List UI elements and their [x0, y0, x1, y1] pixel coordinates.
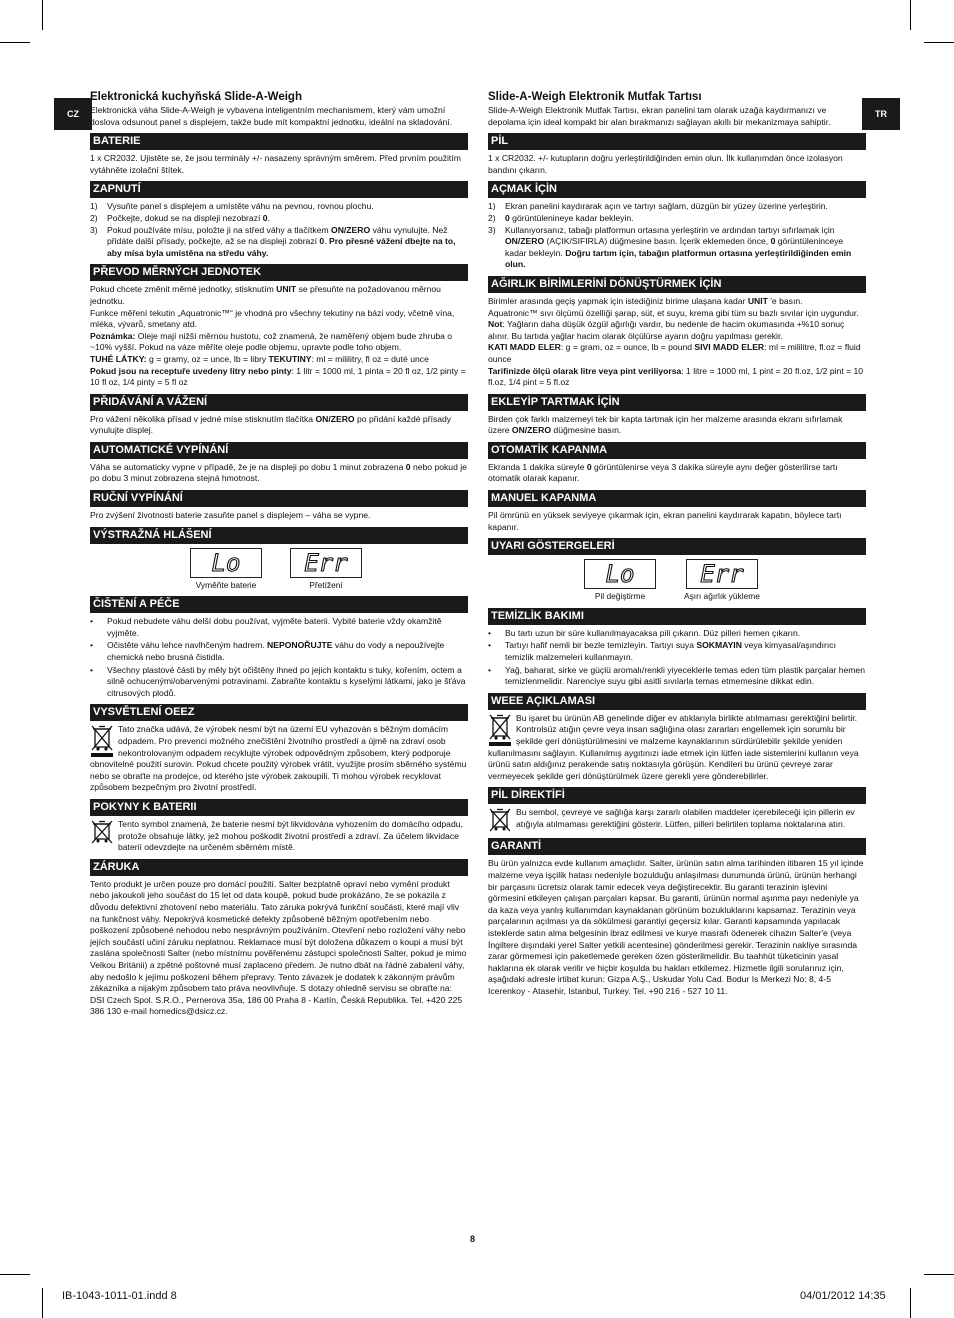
lcd-err [290, 548, 362, 592]
add-weigh-text: Birden çok farklı malzemeyi tek bir kapta tartmak için her malzeme arasında ekranı sıfırlamak üzere ON/ZERO düğmesine basın. [488, 413, 843, 436]
warranty-text: Bu ürün yalnızca evde kullanım amaçlıdır. Salter, ürünün satın alma tarihinden itibaren 15 yıl içinde malzeme veya işçilik hatası nedeniyle bozulduğu anlaşılması durumunda ürünü, ürünün herhangi bir parçasını ücretsiz olarak tamir edecek veya değiştirecektir. Bu garanti terazinin işlevini görmesini etkileyen çalışan parçaları kapsar. Bu garanti, ürünün normal aşınma payı nedeniyle ya da kaza veya yanlış kullanımdan kaynaklanan görünüm bozukluklarını kapsamaz. Terazinin veya parçalarının açılması ya da sökülmesi garantiyi geçersiz kılar. Garanti kapsamında yapılacak isteklerde satın alma belgesinin ibraz edilmesi ve kurye masrafı ödenerek cihazın Salter'e (veya İngiltere dışındaki yerel Salter yetkili acentesine) gönderilmesi gerekir. Terazinin nakliye sırasında zarar görmemesi için paketlemede gereken özen gösterilmelidir. Bu taahhüt tüketicinin yasal haklarına ek olarak verilir ve hiçbir koşulda bu hakları etkilemez. Hizmetle ilgili sorularınız için, aşağıdaki adresle irtibat kurun: Gizpa A.Ş., Uskudar Yolu Cad. Bodur Is Merkezi No: 8, 4-5 Icerenkoy - Atasehir, Istanbul, Turkey. Tel. +90 216 - 527 10 11. [488, 858, 864, 996]
list-item: • Yağ, baharat, sirke ve güçlü aromalı/renkli yiyeceklerle temas eden tüm plastik parçalar hemen temizlenmelidir. Narenciye suyu gibi asitli sıvılarla temas etmemesine dikkat edin. [488, 664, 865, 687]
units-text: Pokud jsou na receptuře uvedeny litry nebo pinty: 1 litr = 1000 ml, 1 pinta = 20 fl oz, 1/2 pinty = 10 fl oz, 1/4 pinty = 5 fl oz [90, 365, 466, 388]
lcd-caption: Aşırı ağırlık yükleme [684, 591, 760, 602]
column-tr [488, 90, 866, 998]
step-item: 3) Kullanıyorsanız, tabağı platformun ortasına yerleştirin ve ardından tartıyı sıfırlamak için ON/ZERO (AÇIK/SIFIRLA) düğmesine basın. İçerik eklemeden önce, 0 görüntüleninceye kadar bekleyin. Doğru tartım için, tabağın platformun ortasına yerleştirildiğinden emin olun. [488, 224, 852, 270]
units-text: Poznámka: Oleje mají nižší měrnou hustotu, což znamená, že naměřený objem bude zhruba o ~10% vyšší. Pokud na váze měříte oleje podle objemu, upravte podle toho objem. [90, 330, 453, 353]
section-heading: PŘIDÁVÁNÍ A VÁŽENÍ [90, 394, 468, 411]
weee-text: Tato značka udává, že výrobek nesmí být na území EU vyhazován s běžným domácím odpadem. Pro prevenci možného znečištění životního prostředí a újmě na zdraví osob nekontrolovaným odpadem recyklujte výrobek odpovědným způsobem, který podporuje obnovitelné použití surovin. Pokud chcete použitý výrobek vrátit, využijte prosím sběrného systému nebo se obraťte na prodejce, od kterého jste výrobek zakoupili. Ti mohou výrobek recyklovat způsobem bezpečným pro životní prostředí. [90, 724, 467, 793]
language-tab-tr: TR [862, 98, 900, 130]
section-heading: WEEE AÇIKLAMASI [488, 693, 866, 710]
footer-file: IB-1043-1011-01.indd 8 [62, 1290, 177, 1302]
switch-on-steps [90, 201, 468, 259]
crossed-bin-icon [90, 819, 114, 845]
battery-directive-text: Tento symbol znamená, že baterie nesmí být likvidována vyhozením do domácího odpadu, protože obsahuje látky, jež mohou poškodit životní prostředí a zdraví. Za účelem likvidace baterií odevzdejte na určeném sběrném místě. [90, 819, 468, 854]
section-heading: PİL [488, 133, 866, 150]
crop-mark [0, 1274, 30, 1275]
lcd-caption: Pil değiştirme [594, 591, 646, 602]
list-item: • Bu tartı uzun bir süre kullanılmayacaksa pili çıkarın. Düz pilleri hemen çıkarın. [488, 627, 801, 638]
section-heading: AUTOMATICKÉ VYPÍNÁNÍ [90, 442, 468, 459]
battery-text: 1 x CR2032. +/- kutupların doğru yerleştirildiğinden emin olun. İlk kullanımdan önce izolasyon bandını çıkarın. [488, 153, 843, 175]
section-heading: TEMİZLİK BAKIMI [488, 608, 866, 625]
crop-mark [924, 42, 954, 43]
section-heading: ČIŠTĚNÍ A PÉČE [90, 596, 468, 613]
step-item: 2) 0 görüntülenineye kadar bekleyin. [488, 212, 634, 223]
list-item: • Všechny plastové části by měly být očištěny ihned po jejich kontaktu s tuky, kořením, octem a silně ochucenými/obarvenými potravinami. Zabraňte kontaktu s kyselými látkami, jako je šťáva citrusových plodů. [90, 664, 466, 698]
lcd-err-glyph [296, 552, 356, 574]
svg-text:Err: Err [304, 551, 348, 574]
crossed-bin-icon [488, 713, 512, 747]
crop-mark [42, 1288, 43, 1318]
lcd-lo-icon [584, 559, 656, 589]
doc-title: Slide-A-Weigh Elektronik Mutfak Tartısı [488, 91, 702, 103]
lcd-err-icon [686, 559, 758, 589]
intro-text: Elektronická váha Slide-A-Weigh je vybavena inteligentním mechanismem, který vám umožní doslova odsunout panel s displejem, takže bude mít kompaktní jednotku, ideální na skladování. [90, 105, 453, 127]
lcd-caption: Vyměňte baterie [195, 579, 257, 590]
section-heading: BATERIE [90, 133, 468, 150]
crossed-bin-icon [488, 807, 512, 833]
section-heading: GARANTİ [488, 838, 866, 855]
crop-mark [0, 42, 30, 43]
section-heading: ZÁRUKA [90, 859, 468, 876]
battery-directive-text: Bu sembol, çevreye ve sağlığa karşı zararlı olabilen maddeler içerebileceği için pillerin ev atığıyla atılmaması gerektiğini gösterir. Lütfen, pilleri belirtilen toplama noktalarına atın. [488, 807, 866, 830]
lcd-lo-glyph [598, 563, 642, 585]
svg-text:Lo: Lo [605, 563, 635, 586]
lcd-err-icon [290, 548, 362, 578]
doc-title: Elektronická kuchyňská Slide-A-Weigh [90, 91, 302, 103]
section-heading: AÇMAK İÇİN [488, 181, 866, 198]
manual-off-text: Pil ömrünü en yüksek seviyeye çıkarmak için, ekran panelini kaydırarak kapatın, böylece tartı kapanır. [488, 510, 842, 532]
list-item: • Očistěte váhu lehce navlhčeným hadrem. NEPONOŘUJTE váhu do vody a nepoužívejte chemická nebo brusná čistidla. [90, 640, 445, 663]
warning-displays [90, 548, 468, 592]
section-heading: VÝSTRAŽNÁ HLÁŠENÍ [90, 527, 468, 544]
auto-off-text: Ekranda 1 dakika süreyle 0 görüntülenirse veya 3 dakika süreyle aynı değer gösterilirse tartı otomatik olarak kapanır. [488, 461, 838, 484]
care-list [90, 616, 468, 699]
section-heading: POKYNY K BATERII [90, 799, 468, 816]
section-heading: VYSVĚTLENÍ OEEZ [90, 704, 468, 721]
column-cz [90, 90, 468, 1018]
footer-date: 04/01/2012 14:35 [800, 1290, 886, 1302]
step-item: 2) Počkejte, dokud se na displeji nezobrazí 0. [90, 212, 270, 223]
battery-text: 1 x CR2032. Ujistěte se, že jsou terminály +/- nasazeny správným směrem. Před prvním použitím vytáhněte izolační štítek. [90, 153, 461, 175]
switch-on-steps [488, 201, 866, 271]
page-number: 8 [470, 1234, 476, 1244]
care-list [488, 628, 866, 688]
section-heading: ZAPNUTÍ [90, 181, 468, 198]
manual-off-text: Pro zvýšení životnosti baterie zasuňte panel s displejem – váha se vypne. [90, 510, 371, 521]
section-heading: PŘEVOD MĚRNÝCH JEDNOTEK [90, 264, 468, 281]
lcd-lo-glyph [204, 552, 248, 574]
add-weigh-text: Pro vážení několika přísad v jedné míse stisknutím tlačítka ON/ZERO po přidání každé přísady vynulujte displej. [90, 413, 452, 436]
svg-text:Lo: Lo [211, 551, 241, 574]
lcd-err-glyph [692, 563, 752, 585]
section-heading: OTOMATİK KAPANMA [488, 442, 866, 459]
section-heading: EKLEYİP TARTMAK İÇİN [488, 394, 866, 411]
lcd-lo [584, 559, 656, 603]
intro-text: Slide-A-Weigh Elektronik Mutfak Tartısı, ekran panelini tam olarak uzağa kaydırmanızı ve depolama için ideal kompakt bir alan bırakmanızı sağlayan akıllı bir mekanizmaya sahiptir. [488, 105, 831, 127]
section-heading: RUČNÍ VYPÍNÁNÍ [90, 490, 468, 507]
lcd-err [684, 559, 760, 603]
warning-displays [488, 559, 866, 603]
svg-text:Err: Err [700, 563, 744, 586]
list-item: • Pokud nebudete váhu delší dobu používat, vyjměte baterii. Vybité baterie vždy okamžitě vyjměte. [90, 616, 442, 638]
units-text: Pokud chcete změnit měrné jednotky, stisknutím UNIT se přesuňte na požadovanou měrnou jednotku. [90, 284, 441, 306]
crossed-bin-icon [90, 724, 114, 758]
units-text: Tarifinizde ölçü olarak litre veya pint veriliyorsa: 1 litre = 1000 ml, 1 pint = 20 fl.oz, 1/2 pint = 10 fl.oz, 1/4 pint = 5 fl.oz [488, 365, 864, 388]
units-text: TUHÉ LÁTKY: g = gramy, oz = unce, lb = libry TEKUTINY: ml = mililitry, fl oz = duté unce [90, 353, 429, 364]
crop-mark [910, 0, 911, 30]
warranty-text: Tento produkt je určen pouze pro domácí použití. Salter bezplatně opraví nebo vymění produkt nebo jakoukoli jeho součást do 15 let od data koupě, pokud bude prokázáno, že se pokazila z důvodu defektivní zhotovení nebo materiálu. Tato záruka pokrývá funkční součásti, které mají vliv na funkčnost váhy. Nepokrývá kosmetické defekty způsobené běžným opotřebením nebo poškození způsobené nehodou nebo nesprávným používáním. Otevření nebo rozložení váhy nebo jejích součástí učiní záruku neplatnou. Reklamace musí být doložena důkazem o koupi a musí být zaslána společnosti Salter (nebo místnímu pověřenému zástupci společnosti Salter, pokud je mimo Velkou Británii) a zpětné poštovné musí zaplaceno předem. Je nutno dbát na řádné zabalení váhy, aby nedošlo k jejímu poškození během přepravy. Tento závazek je dodatek k zákonným právům zákazníka a nijakým způsobem tato práva neovlivňuje. S dotazy ohledně servisu se obraťte na: DSI Czech Spol. S.R.O., Pernerova 35a, 186 00 Praha 8 - Karlín, Česká Republika. Tel. +420 225 386 130 e-mail homedics@dsicz.cz. [90, 878, 467, 1017]
crop-mark [924, 1274, 954, 1275]
list-item: • Tartıyı hafif nemli bir bezle temizleyin. Tartıyı suya SOKMAYIN veya kimyasal/aşındırıcı temizlik malzemeleri kullanmayın. [488, 640, 836, 663]
language-tab-cz: CZ [54, 98, 92, 130]
section-heading: MANUEL KAPANMA [488, 490, 866, 507]
auto-off-text: Váha se automaticky vypne v případě, že je na displeji po dobu 1 minut zobrazena 0 nebo pokud je po dobu 3 minut zobrazena stejná hmotnost. [90, 461, 467, 484]
crop-mark [42, 0, 43, 30]
lcd-lo-icon [190, 548, 262, 578]
units-text: Birimler arasında geçiş yapmak için istediğiniz birime ulaşana kadar UNIT 'e basın. [488, 295, 803, 306]
section-heading: AĞIRLIK BİRİMLERİNİ DÖNÜŞTÜRMEK İÇİN [488, 276, 866, 293]
weee-text: Bu işaret bu ürünün AB genelinde diğer ev atıklarıyla birlikte atılmaması gerektiğini belirtir. Kontrolsüz atığın çevre veya insan sağlığına olası zararları engellemek için sorumlu bir şekilde geri dönüştürülmesini ve malzeme kaynaklarının sürdürülebilir şekilde yeniden kullanılmasını sağlayın. Kullanılmış aygıtınızı iade etmek için lütfen iade sistemlerini kullanın veya ürünü satın aldığınız perakende satış noktasıyla görüşün. Kendileri bu ürünü çevreye zarar vermeyecek şekilde geri dönüştürülmek üzere gerekli yere gönderebilirler. [488, 712, 859, 781]
units-text: Aquatronic™ sıvı ölçümü özelliği şarap, süt, et suyu, krema gibi tüm su bazlı sıvılar için uygundur. [488, 307, 859, 318]
units-text: Funkce měření tekutin „Aquatronic™“ je vhodná pro všechny tekutiny na bázi vody, včetně vína, mléka, vývarů, smetany atd. [90, 307, 455, 330]
lcd-lo [190, 548, 262, 592]
crop-mark [910, 1288, 911, 1318]
units-text: KATI MADD ELER: g = gram, oz = ounce, lb = pound SIVI MADD ELER: ml = mililitre, fl.oz = fluid ounce [488, 342, 861, 364]
units-text: Not: Yağların daha düşük özgül ağırlığı vardır, bu nedenle de hacim okumasında +%10 sonuç alınır. Bu tartıda yağlar hacim olarak ölçülürse ayarın doğru yapılması gerekir. [488, 319, 845, 341]
lcd-caption: Přetížení [309, 579, 343, 590]
step-item: 3) Pokud používáte mísu, položte ji na střed váhy a tlačítkem ON/ZERO váhu vynulujte. Než přidáte další přísady, počkejte, až se na displeji zobrazí 0. Pro přesné vážení dbejte na to, aby mísa byla umístěna na středu váhy. [90, 224, 456, 258]
step-item: 1) Vysuňte panel s displejem a umístěte váhu na pevnou, rovnou plochu. [90, 201, 374, 212]
step-item: 1) Ekran panelini kaydırarak açın ve tartıyı sağlam, düzgün bir yüzey üzerine yerleştirin. [488, 201, 828, 212]
section-heading: UYARI GÖSTERGELERİ [488, 538, 866, 555]
section-heading: PİL DİREKTİFİ [488, 787, 866, 804]
